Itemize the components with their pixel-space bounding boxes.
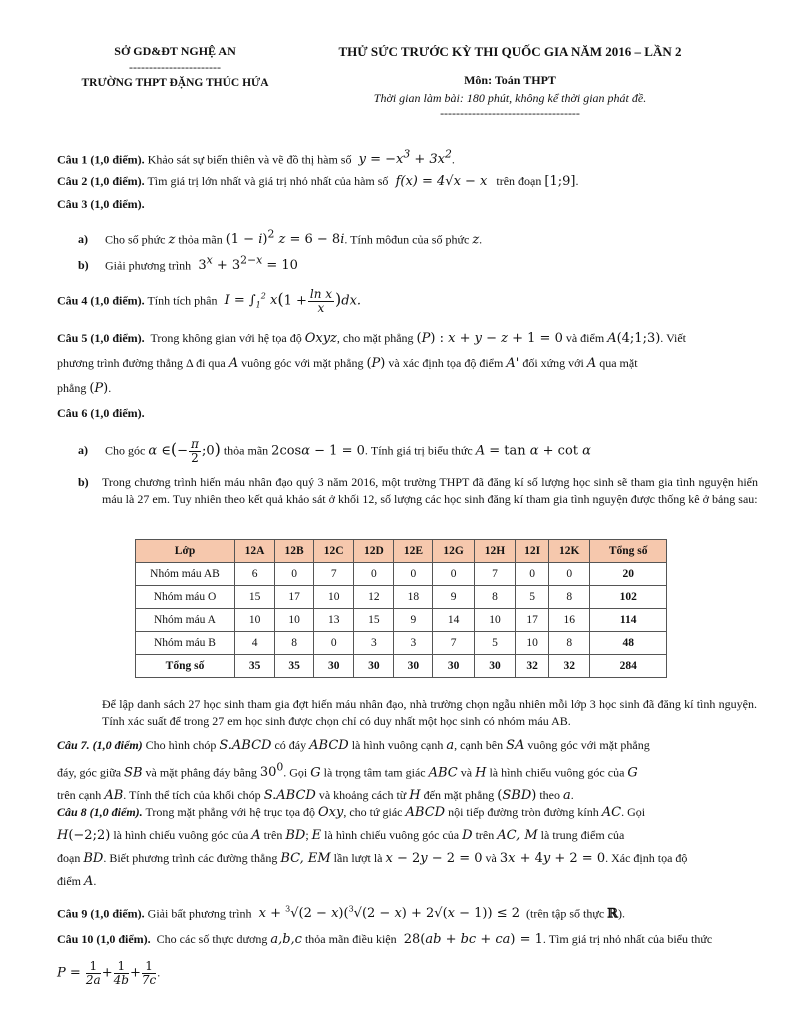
question-7: Câu 7. (1,0 điểm) Cho hình chóp S.ABCD có đáy ABCD là hình vuông cạnh a, cạnh bên SA vuông góc với mặt phẳng đáy, góc giữa SB và mặt phẳng đáy bằng $30^0$. Gọi G là trọng tâm tam giác ABC và H là hình chiếu vuông góc của G trên cạnh AB. Tính thể tích của khối chóp S.ABCD và khoảng cách từ H đến mặt phẳng (SBD) theo a. <box>57 738 650 804</box>
table-cell: Nhóm máu AB <box>136 563 235 586</box>
question-6 <box>57 404 757 423</box>
table-cell: 15 <box>235 586 275 609</box>
table-cell: 3 <box>354 632 394 655</box>
table-cell: 32 <box>548 655 589 678</box>
question-text: là hình chiếu vuông góc của <box>324 828 460 842</box>
question-6b <box>78 474 758 508</box>
question-5: Câu 5 (1,0 điểm). Trong không gian với hệ tọa độ Oxyz, cho mặt phẳng (P) : x + y − z + 1 = 0 và điểm A(4;1;3). Viết phương trình đường thẳng Δ đi qua A vuông góc với mặt phẳng (P) và xác định tọa độ điểm A' đối xứng với A qua mặt phẳng (P). <box>57 331 687 396</box>
table-cell: Tổng số <box>136 655 235 678</box>
school-name: TRƯỜNG THPT ĐẶNG THÚC HỨA <box>81 77 269 89</box>
table-cell: 15 <box>354 609 394 632</box>
table-cell: 18 <box>394 586 433 609</box>
question-8: Câu 8 (1,0 điểm). Trong mặt phẳng với hệ trục tọa độ Oxy, cho tứ giác ABCD nội tiếp đường tròn đường kính AC. Gọi H(−2;2) là hình chiếu vuông góc của A trên BD; E là hình chiếu vuông góc của D trên AC, M là trung điểm của đoạn BD. Biết phương trình các đường thẳng BC, EM lần lượt là x − 2y − 2 = 0 và 3x + 4y + 2 = 0. Xác định tọa độ điểm A. <box>57 805 688 889</box>
table-cell: 8 <box>275 632 314 655</box>
table-header-cell: 12D <box>354 540 394 563</box>
table-cell: Nhóm máu O <box>136 586 235 609</box>
table-header-cell: 12I <box>516 540 549 563</box>
question-4: Câu 4 (1,0 điểm). Tính tích phân $I = \int_1^2$ x(1 + $\frac{\text{ln x}}{x}$ )dx. <box>57 287 362 316</box>
question-text: điểm <box>57 874 81 888</box>
table-header-cell: 12G <box>433 540 474 563</box>
question-text: Khảo sát sự biến thiên và vẽ đồ thị hàm số <box>147 152 352 167</box>
table-cell: 0 <box>433 563 474 586</box>
header-right <box>300 44 720 118</box>
table-cell: 10 <box>474 609 515 632</box>
question-text: phẳng <box>57 381 87 395</box>
question-label: Câu 1 (1,0 điểm). <box>57 152 145 167</box>
math-expression: z <box>168 232 176 248</box>
table-cell: 7 <box>474 563 515 586</box>
question-text: vuông góc với mặt phẳng <box>527 738 650 752</box>
question-text: . Tính thể tích của khối chóp <box>123 788 261 803</box>
question-text: qua mặt <box>599 356 638 370</box>
table-cell: 7 <box>314 563 354 586</box>
table-cell: Nhóm máu A <box>136 609 235 632</box>
item-text: . Tính giá trị biểu thức <box>364 443 473 458</box>
table-cell: 48 <box>590 632 667 655</box>
table-cell: 32 <box>516 655 549 678</box>
question-text: Cho hình chóp <box>145 738 217 752</box>
table-header-cell: 12B <box>275 540 314 563</box>
question-text: đoạn <box>57 851 81 865</box>
question-text: Trong mặt phẳng với hệ trục tọa độ <box>145 805 316 819</box>
question-text: vuông góc với mặt phẳng <box>241 356 364 370</box>
divider: ----------------------- <box>129 60 221 74</box>
question-text: trên cạnh <box>57 788 102 803</box>
question-text: đáy, góc giữa <box>57 765 122 780</box>
table-cell: 30 <box>433 655 474 678</box>
table-cell: 9 <box>394 609 433 632</box>
table-cell: 9 <box>433 586 474 609</box>
exam-title: THỬ SỨC TRƯỚC KỲ THI QUỐC GIA NĂM 2016 – LẦN 2 <box>338 44 682 59</box>
question-9: Câu 9 (1,0 điểm). Giải bất phương trình x + $^3$√(2 − x)($^3$√(2 − x) + 2√(x − 1)) ≤ 2 (trên tập số thực ℝ). <box>57 905 625 922</box>
question-text: và xác định tọa độ điểm <box>388 356 504 370</box>
math-expression: f(x) = 4√x − x <box>391 174 488 189</box>
table-cell: 10 <box>275 609 314 632</box>
table-cell: 10 <box>235 609 275 632</box>
question-3a: a) Cho số phức z thỏa mãn $(1 - i)^2$ z = 6 − 8i. Tính môđun của số phức z. <box>78 228 483 248</box>
table-cell: 4 <box>235 632 275 655</box>
question-text: trên đoạn <box>496 174 542 188</box>
table-cell: 5 <box>516 586 549 609</box>
table-cell: 10 <box>314 586 354 609</box>
question-text: phương trình đường thẳng Δ đi qua <box>57 356 226 370</box>
question-label: Câu 3 (1,0 điểm). <box>57 197 145 211</box>
math-expression: [1;9] <box>544 174 576 189</box>
question-text: . Biết phương trình các đường thẳng <box>103 851 278 865</box>
table-cell: 0 <box>275 563 314 586</box>
table-cell: 0 <box>354 563 394 586</box>
exam-time: Thời gian làm bài: 180 phút, không kể thời gian phát đề. <box>373 91 647 105</box>
question-label: Câu 5 (1,0 điểm). <box>57 331 145 345</box>
item-letter: b) <box>78 258 89 273</box>
question-text: là hình vuông cạnh <box>351 738 444 752</box>
item-text: thỏa mãn <box>223 443 269 458</box>
question-text: ; <box>305 828 309 842</box>
fraction: $\frac{1}{7c}$ <box>141 959 157 987</box>
question-text: , cạnh bên <box>454 738 504 752</box>
table-cell: 8 <box>474 586 515 609</box>
question-text: và mặt phẳng đáy bằng <box>145 765 257 780</box>
question-3 <box>57 195 757 214</box>
question-label: Câu 8 (1,0 điểm). <box>57 805 143 819</box>
table-header-row <box>136 540 667 563</box>
question-text: đối xứng với <box>522 356 584 370</box>
question-2: Câu 2 (1,0 điểm). Tìm giá trị lớn nhất và giá trị nhỏ nhất của hàm số f(x) = 4√x − x trên đoạn [1;9]. <box>57 174 579 189</box>
table-cell: 30 <box>394 655 433 678</box>
item-text: Cho số phức <box>105 232 166 247</box>
question-label: Câu 6 (1,0 điểm). <box>57 406 145 420</box>
table-header-cell: 12H <box>474 540 515 563</box>
question-text: , cho tứ giác <box>343 805 403 819</box>
question-text: là trọng tâm tam giác <box>323 765 426 780</box>
question-text: Tìm giá trị lớn nhất và giá trị nhỏ nhất của hàm số <box>147 174 389 188</box>
item-letter: a) <box>78 232 88 247</box>
question-label: Câu 10 (1,0 điểm). <box>57 932 151 946</box>
question-text: và điểm <box>565 331 605 345</box>
item-text: Trong chương trình hiến máu nhân đạo quý 3 năm 2016, một trường THPT đã đăng kí số lượng học sinh sẽ tham gia tình nguyện hiến máu là 27 em. Tuy nhiên theo kết quả khảo sát ở khối 12, số lượng các học sinh đăng kí tham gia tình nguyện được thống kê ở bảng sau: <box>102 475 758 506</box>
item-letter: a) <box>78 443 88 458</box>
table-cell: 30 <box>314 655 354 678</box>
table-header-cell: 12K <box>548 540 589 563</box>
table-cell: 284 <box>590 655 667 678</box>
question-text: là hình chiếu vuông góc của <box>113 828 249 842</box>
table-header-cell: 12A <box>235 540 275 563</box>
department-name: SỞ GD&ĐT NGHỆ AN <box>114 44 236 58</box>
table-cell: 114 <box>590 609 667 632</box>
math-expression: $(1 - i)^2$ z = 6 − 8i <box>225 228 345 248</box>
item-text: thỏa mãn <box>178 232 223 247</box>
question-label: Câu 7. (1,0 điểm) <box>57 738 143 752</box>
fraction: $\frac{1}{2a}$ <box>85 959 101 987</box>
table-cell: 102 <box>590 586 667 609</box>
question-text: và <box>485 851 497 865</box>
math-expression: $I = \int_1^2$ x <box>220 292 278 310</box>
math-expression: $3^x + 3^{2-x} = 10$ <box>194 254 298 274</box>
table-cell: 0 <box>314 632 354 655</box>
table-cell: 14 <box>433 609 474 632</box>
table-cell: 0 <box>394 563 433 586</box>
table-cell: 20 <box>590 563 667 586</box>
table-cell: 30 <box>354 655 394 678</box>
question-text: nội tiếp đường tròn đường kính <box>448 805 599 819</box>
question-text: . Gọi <box>283 765 308 780</box>
table-total-row <box>136 655 667 678</box>
exam-subject: Môn: Toán THPT <box>464 73 556 87</box>
table-cell: 17 <box>275 586 314 609</box>
question-10: Câu 10 (1,0 điểm). Cho các số thực dương a,b,c thỏa mãn điều kiện 28(ab + bc + ca) = 1. Tìm giá trị nhỏ nhất của biểu thức <box>57 932 713 947</box>
question-text: . Tìm giá trị nhỏ nhất của biểu thức <box>542 932 713 946</box>
question-text: và <box>460 765 473 780</box>
fraction: $\frac{\pi}{2}$ <box>191 437 199 465</box>
table-row <box>136 586 667 609</box>
item-text: Cho góc <box>105 443 146 458</box>
table-cell: 13 <box>314 609 354 632</box>
table-cell: 30 <box>474 655 515 678</box>
fraction: $\frac{\text{ln x}}{x}$ <box>309 287 333 316</box>
item-text: . Tính môđun của số phức <box>344 232 470 247</box>
question-text: . Xác định tọa độ <box>605 851 688 865</box>
blood-type-table <box>135 539 667 678</box>
table-header-cell: Tổng số <box>590 540 667 563</box>
divider: ----------------------------------- <box>440 106 580 120</box>
header-left <box>60 44 290 89</box>
table-cell: 0 <box>516 563 549 586</box>
question-text: là trung điểm của <box>540 828 625 842</box>
table-cell: 35 <box>275 655 314 678</box>
question-text: Cho các số thực dương <box>156 932 268 946</box>
question-label: Câu 9 (1,0 điểm). <box>57 906 145 921</box>
math-expression: z <box>472 232 480 248</box>
question-text: có đáy <box>274 738 307 752</box>
question-text: (trên tập số thực <box>526 906 605 921</box>
table-cell: Nhóm máu B <box>136 632 235 655</box>
table-cell: 5 <box>474 632 515 655</box>
question-text: trên <box>263 828 283 842</box>
table-header-cell: 12E <box>394 540 433 563</box>
table-cell: 6 <box>235 563 275 586</box>
table-row <box>136 563 667 586</box>
table-cell: 10 <box>516 632 549 655</box>
question-3b <box>78 251 758 275</box>
item-text: Giải phương trình <box>105 258 192 273</box>
question-text: . Gọi <box>621 805 646 819</box>
question-label: Câu 2 (1,0 điểm). <box>57 174 145 188</box>
fraction: $\frac{1}{4b}$ <box>113 959 129 987</box>
table-cell: 17 <box>516 609 549 632</box>
question-1: Câu 1 (1,0 điểm). Khảo sát sự biến thiên và vẽ đồ thị hàm số $y = -x^3 + 3x^2$. <box>57 148 455 168</box>
question-text: lần lượt là <box>333 851 383 865</box>
question-text: Tính tích phân <box>147 293 218 308</box>
table-cell: 7 <box>433 632 474 655</box>
table-cell: 16 <box>548 609 589 632</box>
question-text: . Viết <box>660 331 687 345</box>
table-cell: 35 <box>235 655 275 678</box>
table-cell: 12 <box>354 586 394 609</box>
table-header-cell: Lớp <box>136 540 235 563</box>
table-cell: 0 <box>548 563 589 586</box>
question-text: thỏa mãn điều kiện <box>304 932 397 946</box>
table-header-cell: 12C <box>314 540 354 563</box>
math-expression: $y = -x^3 + 3x^2$ <box>354 148 452 168</box>
question-10-expression: P = $\frac{1}{2a}$ + $\frac{1}{4b}$ + $\frac{1}{7c}$ . <box>57 959 161 987</box>
question-text: , cho mặt phẳng <box>336 331 414 345</box>
question-text: là hình chiếu vuông góc của <box>489 765 625 780</box>
table-row <box>136 609 667 632</box>
question-6b-continued: Để lập danh sách 27 học sinh tham gia đợt hiến máu nhân đạo, nhà trường chọn ngẫu nhiên mỗi lớp 3 học sinh đã đăng kí tình nguyện. Tính xác suất để trong 27 em học sinh được chọn chỉ có duy nhất một học sinh có nhóm máu AB. <box>102 697 757 728</box>
question-text: đến mặt phẳng <box>423 788 495 803</box>
question-6a: a) Cho góc α ∈(− $\frac{\pi}{2}$ ;0) thỏa mãn 2cosα − 1 = 0. Tính giá trị biểu thức A = tan α + cot α <box>78 437 591 465</box>
question-label: Câu 4 (1,0 điểm). <box>57 293 145 308</box>
item-letter: b) <box>78 475 89 489</box>
question-text: Trong không gian với hệ tọa độ <box>150 331 302 345</box>
table-cell: 8 <box>548 632 589 655</box>
table-cell: 8 <box>548 586 589 609</box>
question-text: trên <box>475 828 495 842</box>
table-cell: 3 <box>394 632 433 655</box>
question-text: Giải bất phương trình <box>147 906 252 921</box>
table-row <box>136 632 667 655</box>
question-text: theo <box>539 788 561 803</box>
question-text: và khoảng cách từ <box>318 788 407 803</box>
